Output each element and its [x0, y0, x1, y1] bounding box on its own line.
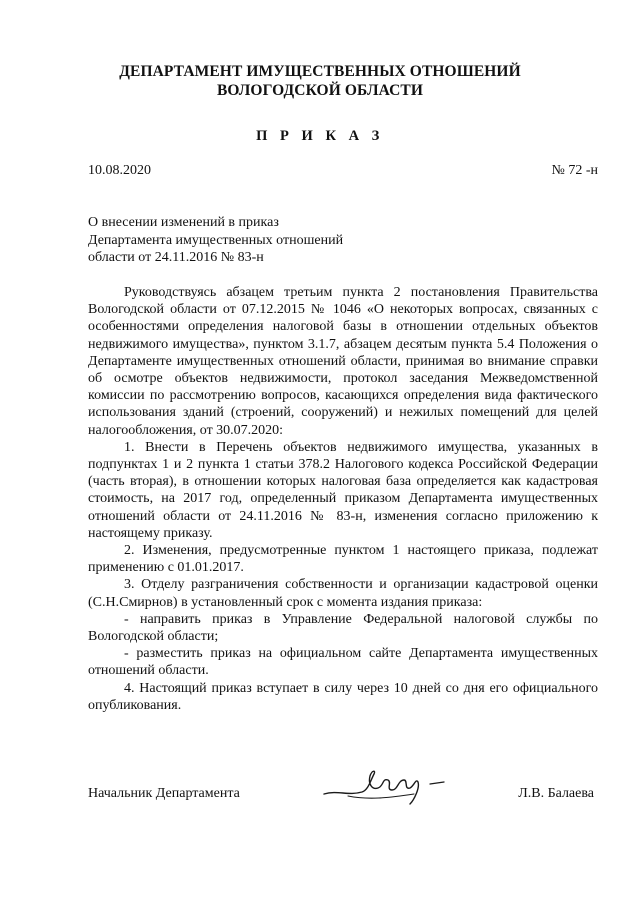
document-title: П Р И К А З [256, 128, 384, 144]
preamble-paragraph: Руководствуясь абзацем третьим пункта 2 постановления Правительства Вологодской области от 07.12.2015 № 1046 «О некоторых вопросах, связанных с особенностями определения налоговой базы в отношении отдельных объектов недвижимого имущества», пунктом 3.1.7, абзацем десятым пункта 5.4 Положения о Департаменте имущественных отношений области, принимая во внимание справки об осмотре объектов недвижимости, протокол заседания Межведомственной комиссии по рассмотрению вопросов, касающихся определения вида фактического использования зданий (строений, сооружений) и нежилых помещений для целей налогообложения, от 30.07.2020: [88, 285, 598, 438]
document-subject [88, 214, 343, 267]
subject-line: О внесении изменений в приказ [88, 215, 279, 230]
handwritten-signature [318, 760, 458, 810]
header-line-2: ВОЛОГОДСКОЙ ОБЛАСТИ [216, 82, 424, 99]
department-header [60, 62, 580, 100]
subject-line: области от 24.11.2016 № 83-н [88, 250, 264, 265]
order-item-1: 1. Внести в Перечень объектов недвижимого имущества, указанных в подпунктах 1 и 2 пункта 1 статьи 378.2 Налогового кодекса Российской Федерации (часть вторая), в отношении которых налоговая база определяется как кадастровая стоимость, на 2017 год, определенный приказом Департамента имущественных отношений области от 24.11.2016 № 83-н, изменения согласно приложению к настоящему приказу. [88, 439, 598, 541]
order-subitem-2: - разместить приказ на официальном сайте Департамента имущественных отношений области. [88, 646, 598, 679]
signatory-name: Л.В. Балаева [518, 786, 594, 801]
document-number: № 72 -н [551, 163, 598, 178]
order-item-4: 4. Настоящий приказ вступает в силу через 10 дней со дня его официального опубликования. [88, 680, 598, 713]
order-item-2: 2. Изменения, предусмотренные пунктом 1 настоящего приказа, подлежат применению с 01.01.2017. [88, 543, 598, 576]
document-date: 10.08.2020 [88, 163, 151, 178]
header-line-1: ДЕПАРТАМЕНТ ИМУЩЕСТВЕННЫХ ОТНОШЕНИЙ [119, 63, 521, 80]
signatory-position: Начальник Департамента [88, 786, 240, 801]
order-item-3: 3. Отделу разграничения собственности и организации кадастровой оценки (С.Н.Смирнов) в установленный срок с момента издания приказа: [88, 577, 598, 610]
order-subitem-1: - направить приказ в Управление Федеральной налоговой службы по Вологодской области; [88, 611, 598, 645]
subject-line: Департамента имущественных отношений [88, 232, 344, 248]
document-body [88, 284, 598, 714]
